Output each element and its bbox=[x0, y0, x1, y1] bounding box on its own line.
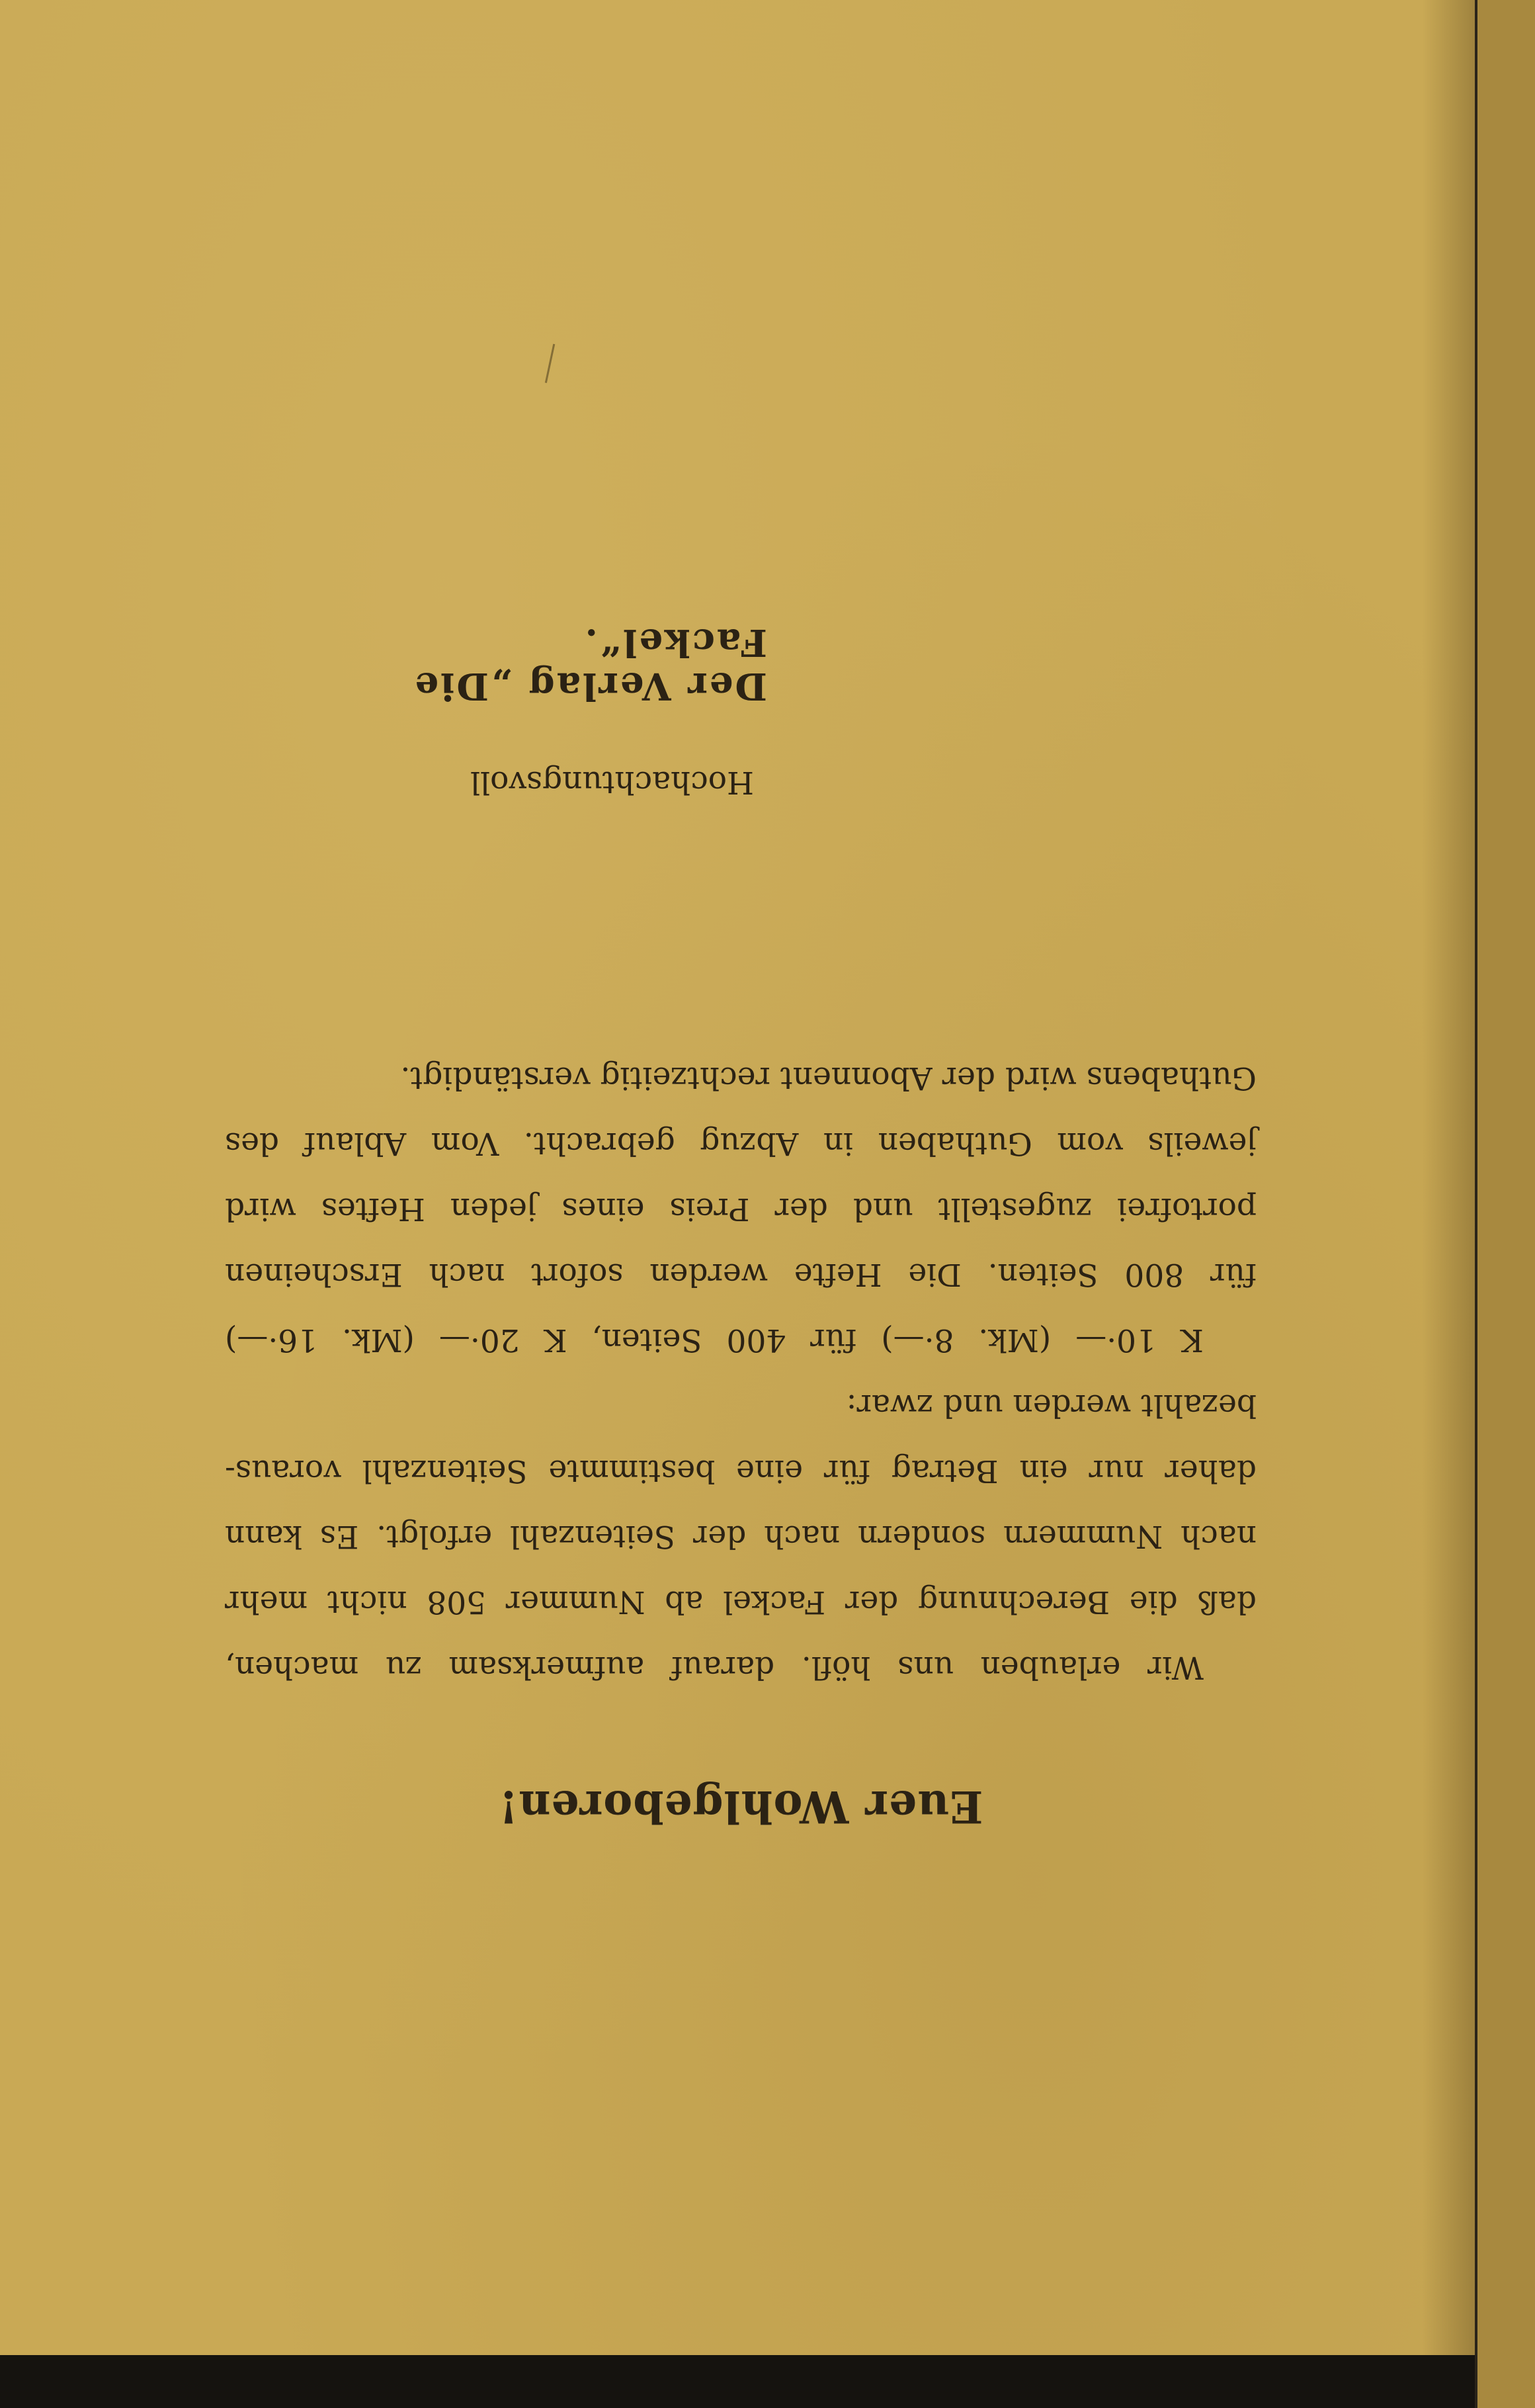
body-line: bezahlt werden und zwar: bbox=[846, 1387, 1257, 1424]
body-line: K 10·— (Mk. 8·—) für 400 Seiten, K 20·— (Mk. 16·—) bbox=[225, 1322, 1204, 1358]
cover-edge bbox=[1475, 0, 1535, 2408]
upside-down-letter bbox=[225, 621, 1257, 1832]
closing: Hochachtungsvoll bbox=[470, 764, 754, 800]
body-line: für 800 Seiten. Die Hefte werden sofort nach Erscheinen bbox=[225, 1256, 1257, 1293]
signature: Der Verlag „Die Fackel“. bbox=[413, 621, 767, 708]
bottom-edge bbox=[0, 2355, 1475, 2408]
ink-mark bbox=[545, 344, 559, 384]
body-line: Guthabens wird der Abonnent rechtzeitig verständigt. bbox=[400, 1060, 1257, 1096]
salutation: Euer Wohlgeboren! bbox=[498, 1781, 983, 1832]
letter-body bbox=[225, 1045, 1257, 1700]
body-line: jeweils vom Guthaben in Abzug gebracht. Vom Ablauf des bbox=[225, 1125, 1257, 1162]
spine-shadow bbox=[1422, 0, 1475, 2355]
body-line: Wir erlauben uns höfl. darauf aufmerksam zu machen, bbox=[225, 1649, 1204, 1686]
body-line: daß die Berechnung der Fackel ab Nummer 508 nicht mehr bbox=[225, 1584, 1257, 1620]
body-line: portofrei zugestellt und der Preis eines jeden Heftes wird bbox=[225, 1191, 1257, 1227]
body-line: nach Nummern sondern nach der Seitenzahl erfolgt. Es kann bbox=[225, 1518, 1257, 1555]
body-line: daher nur ein Betrag für eine bestimmte Seitenzahl voraus- bbox=[225, 1453, 1257, 1489]
